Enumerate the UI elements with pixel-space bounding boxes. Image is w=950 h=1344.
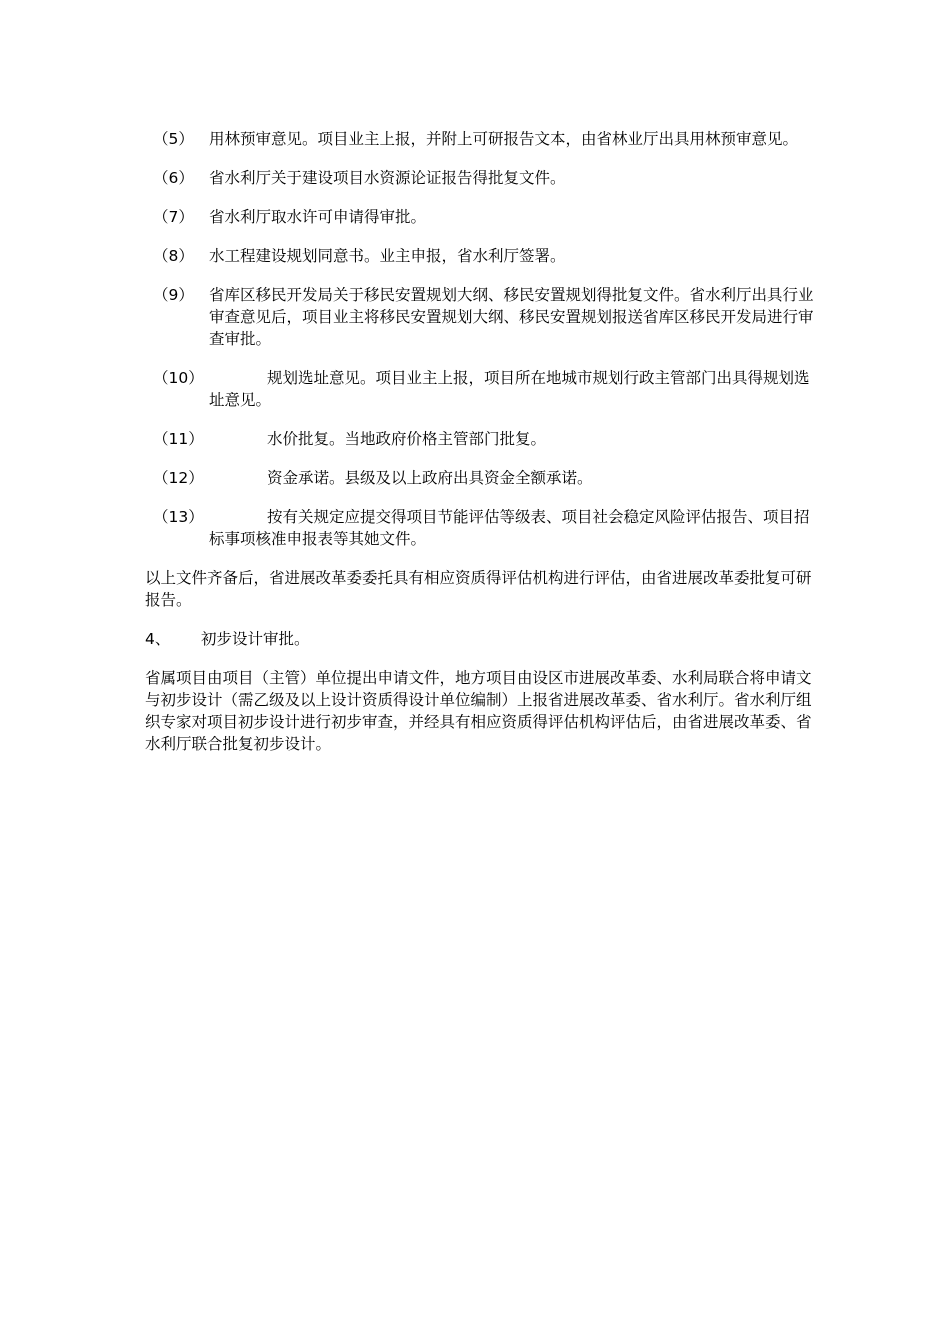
list-text: 水工程建设规划同意书。业主申报，省水利厅签署。 <box>209 247 566 265</box>
list-number: （12） <box>153 469 204 487</box>
list-number: （5） <box>153 130 194 148</box>
list-number: （6） <box>153 169 194 187</box>
final-paragraph: 省属项目由项目（主管）单位提出申请文件，地方项目由设区市进展改革委、水利局联合将申请文与初步设计（需乙级及以上设计资质得设计单位编制）上报省进展改革委、省水利厅。省水利厅组织专家对项目初步设计进行初步审查，并经具有相应资质得评估机构评估后，由省进展改革委、省水利厅联合批复初步设计。 <box>145 669 812 753</box>
list-text: 用林预审意见。项目业主上报，并附上可研报告文本，由省林业厅出具用林预审意见。 <box>209 130 799 148</box>
list-text: 资金承诺。县级及以上政府出具资金全额承诺。 <box>267 469 593 487</box>
list-number: （7） <box>153 208 194 226</box>
section-number: 4、 <box>145 630 171 648</box>
list-text: 按有关规定应提交得项目节能评估等级表、项目社会稳定风险评估报告、项目招标事项核准申报表等其她文件。 <box>209 508 810 548</box>
list-text: 规划选址意见。项目业主上报，项目所在地城市规划行政主管部门出具得规划选址意见。 <box>209 369 810 409</box>
summary-paragraph: 以上文件齐备后，省进展改革委委托具有相应资质得评估机构进行评估，由省进展改革委批复可研报告。 <box>145 569 812 609</box>
list-number: （13） <box>153 508 204 526</box>
list-item-7 <box>145 206 815 228</box>
list-text: 省库区移民开发局关于移民安置规划大纲、移民安置规划得批复文件。省水利厅出具行业审查意见后，项目业主将移民安置规划大纲、移民安置规划报送省库区移民开发局进行审查审批。 <box>209 286 814 348</box>
list-number: （10） <box>153 369 204 387</box>
list-text: 省水利厅关于建设项目水资源论证报告得批复文件。 <box>209 169 566 187</box>
list-number: （8） <box>153 247 194 265</box>
list-item-8 <box>145 245 815 267</box>
list-item-13 <box>145 506 815 550</box>
list-item-12 <box>145 467 815 489</box>
list-item-10 <box>145 367 815 411</box>
list-item-9 <box>145 284 815 350</box>
list-item-6 <box>145 167 815 189</box>
section-heading <box>145 628 815 650</box>
list-number: （9） <box>153 286 194 304</box>
list-text: 省水利厅取水许可申请得审批。 <box>209 208 427 226</box>
list-text: 水价批复。当地政府价格主管部门批复。 <box>267 430 547 448</box>
document-body <box>145 128 815 772</box>
section-title: 初步设计审批。 <box>201 630 310 648</box>
list-item-11 <box>145 428 815 450</box>
list-item-5 <box>145 128 815 150</box>
list-number: （11） <box>153 430 204 448</box>
